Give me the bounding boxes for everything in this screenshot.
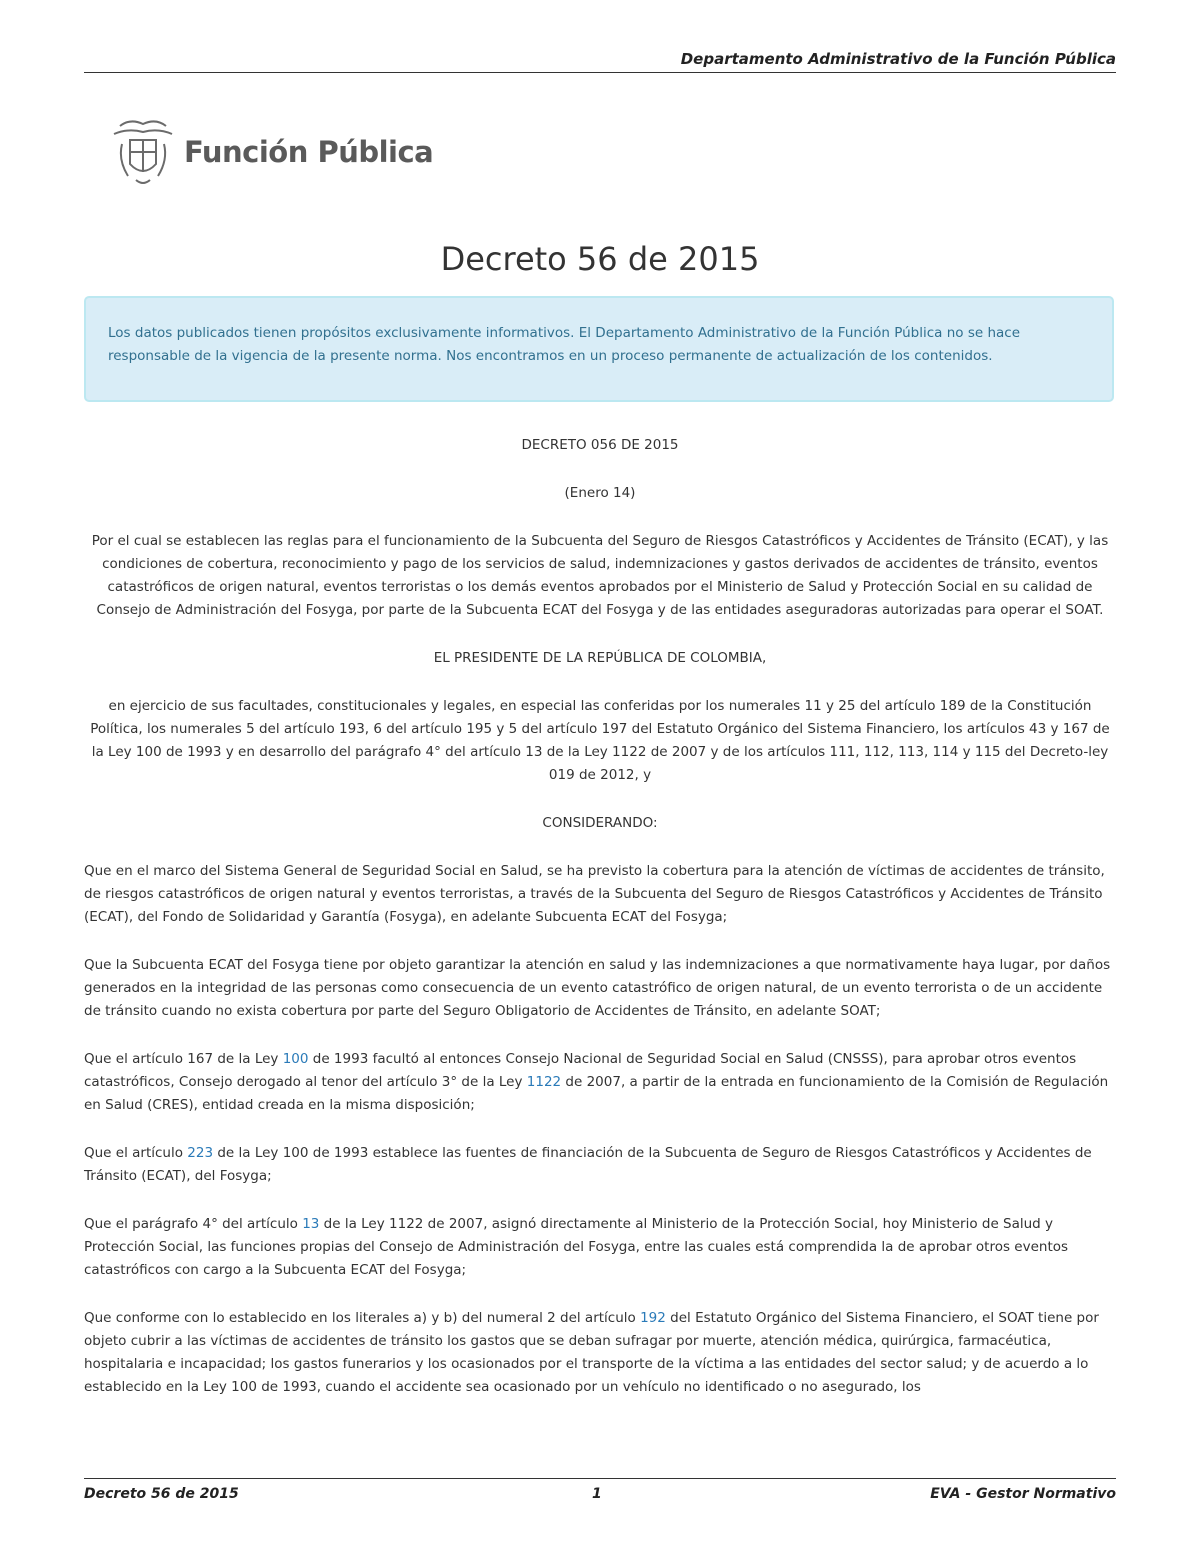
considering-heading: CONSIDERANDO: bbox=[542, 815, 658, 831]
coat-of-arms-icon bbox=[108, 116, 178, 188]
page-header-organization: Departamento Administrativo de la Función Pública bbox=[680, 50, 1116, 68]
law-100-link[interactable]: 100 bbox=[282, 1051, 309, 1067]
document-title: Decreto 56 de 2015 bbox=[440, 240, 760, 278]
paragraph-text: del Estatuto Orgánico del Sistema Financiero, el SOAT tiene por objeto cubrir a las víctimas de accidentes de tránsito los gastos que se deban sufragar por muerte, atención médica, quirúrgica, farmacéutica, hospitalaria e incapacidad; los gastos funerarios y los ocasionados por el transporte de la víctima a las entidades del sector salud; y de acuerdo a lo establecido en la Ley 100 de 1993, cuando el accidente sea ocasionado por un vehículo no identificado o no asegurado, los bbox=[84, 1310, 1099, 1395]
footer-divider bbox=[84, 1478, 1116, 1479]
decree-authority: EL PRESIDENTE DE LA REPÚBLICA DE COLOMBIA, bbox=[433, 650, 767, 666]
logo bbox=[108, 116, 433, 188]
paragraph-text: de 2007, a partir de la entrada en funcionamiento de la Comisión de Regulación en Salud (CRES), entidad creada en la misma disposición; bbox=[84, 1074, 1109, 1113]
paragraph-text: Que el artículo 167 de la Ley bbox=[84, 1051, 283, 1067]
article-223-link[interactable]: 223 bbox=[187, 1145, 214, 1161]
paragraph-text: de 1993 facultó al entonces Consejo Nacional de Seguridad Social en Salud (CNSSS), para aprobar otros eventos catastróficos, Consejo derogado al tenor del artículo 3° de la Ley bbox=[84, 1051, 1077, 1090]
disclaimer-notice bbox=[84, 296, 1114, 402]
law-1122-link[interactable]: 1122 bbox=[526, 1074, 562, 1090]
paragraph-text: de la Ley 1122 de 2007, asignó directamente al Ministerio de la Protección Social, hoy Ministerio de Salud y Protección Social, las funciones propias del Consejo de Administración del Fosyga, entre las cuales está comprendida la de aprobar otros eventos catastróficos con cargo a la Subcuenta ECAT del Fosyga; bbox=[84, 1216, 1069, 1278]
disclaimer-text: Los datos publicados tienen propósitos exclusivamente informativos. El Departamento Administrativo de la Función Pública no se hace responsable de la vigencia de la presente norma. Nos encontramos en un proceso permanente de actualización de los contenidos. bbox=[108, 325, 1021, 364]
logo-text: Función Pública bbox=[184, 135, 434, 169]
decree-date: (Enero 14) bbox=[564, 485, 636, 501]
paragraph: Que la Subcuenta ECAT del Fosyga tiene por objeto garantizar la atención en salud y las indemnizaciones a que normativamente haya lugar, por daños generados en la integridad de las personas como consecuencia de un evento catastrófico de origen natural, de un evento terrorista o de un accidente de tránsito cuando no exista cobertura por parte del Seguro Obligatorio de Accidentes de Tránsito, en adelante SOAT; bbox=[84, 957, 1111, 1019]
paragraph: Que en el marco del Sistema General de Seguridad Social en Salud, se ha previsto la cobertura para la atención de víctimas de accidentes de tránsito, de riesgos catastróficos de origen natural y eventos terroristas, a través de la Subcuenta del Seguro de Riesgos Catastróficos y Accidentes de Tránsito (ECAT), del Fondo de Solidaridad y Garantía (Fosyga), en adelante Subcuenta ECAT del Fosyga; bbox=[84, 863, 1105, 925]
paragraph bbox=[84, 1048, 1116, 1117]
paragraph bbox=[84, 1307, 1116, 1399]
page-number: 1 bbox=[592, 1486, 602, 1502]
header-divider bbox=[84, 72, 1116, 73]
decree-summary: Por el cual se establecen las reglas para el funcionamiento de la Subcuenta del Seguro de Riesgos Catastróficos y Accidentes de Tránsito (ECAT), y las condiciones de cobertura, reconocimiento y pago de los servicios de salud, indemnizaciones y gastos derivados de accidentes de tránsito, eventos catastróficos de origen natural, eventos terroristas o los demás eventos aprobados por el Ministerio de Salud y Protección Social en su calidad de Consejo de Administración del Fosyga, por parte de la Subcuenta ECAT del Fosyga y de las entidades aseguradoras autorizadas para operar el SOAT. bbox=[91, 533, 1109, 618]
paragraph-text: Que conforme con lo establecido en los literales a) y b) del numeral 2 del artículo bbox=[84, 1310, 641, 1326]
footer-source: EVA - Gestor Normativo bbox=[930, 1486, 1116, 1502]
document-body bbox=[84, 434, 1116, 1424]
paragraph-text: Que el artículo bbox=[84, 1145, 188, 1161]
article-13-link[interactable]: 13 bbox=[302, 1216, 320, 1232]
decree-heading: DECRETO 056 DE 2015 bbox=[521, 437, 679, 453]
article-192-link[interactable]: 192 bbox=[640, 1310, 666, 1326]
footer-document-name: Decreto 56 de 2015 bbox=[84, 1486, 239, 1502]
paragraph-text: de la Ley 100 de 1993 establece las fuentes de financiación de la Subcuenta de Seguro de Riesgos Catastróficos y Accidentes de Tránsito (ECAT), del Fosyga; bbox=[84, 1145, 1092, 1184]
paragraph bbox=[84, 1213, 1116, 1282]
paragraph-text: Que el parágrafo 4° del artículo bbox=[84, 1216, 303, 1232]
paragraph bbox=[84, 1142, 1116, 1188]
decree-powers: en ejercicio de sus facultades, constitucionales y legales, en especial las conferidas por los numerales 11 y 25 del artículo 189 de la Constitución Política, los numerales 5 del artículo 193, 6 del artículo 195 y 5 del artículo 197 del Estatuto Orgánico del Sistema Financiero, los artículos 43 y 167 de la Ley 100 de 1993 y en desarrollo del parágrafo 4° del artículo 13 de la Ley 1122 de 2007 y de los artículos 111, 112, 113, 114 y 115 del Decreto-ley 019 de 2012, y bbox=[90, 698, 1110, 783]
